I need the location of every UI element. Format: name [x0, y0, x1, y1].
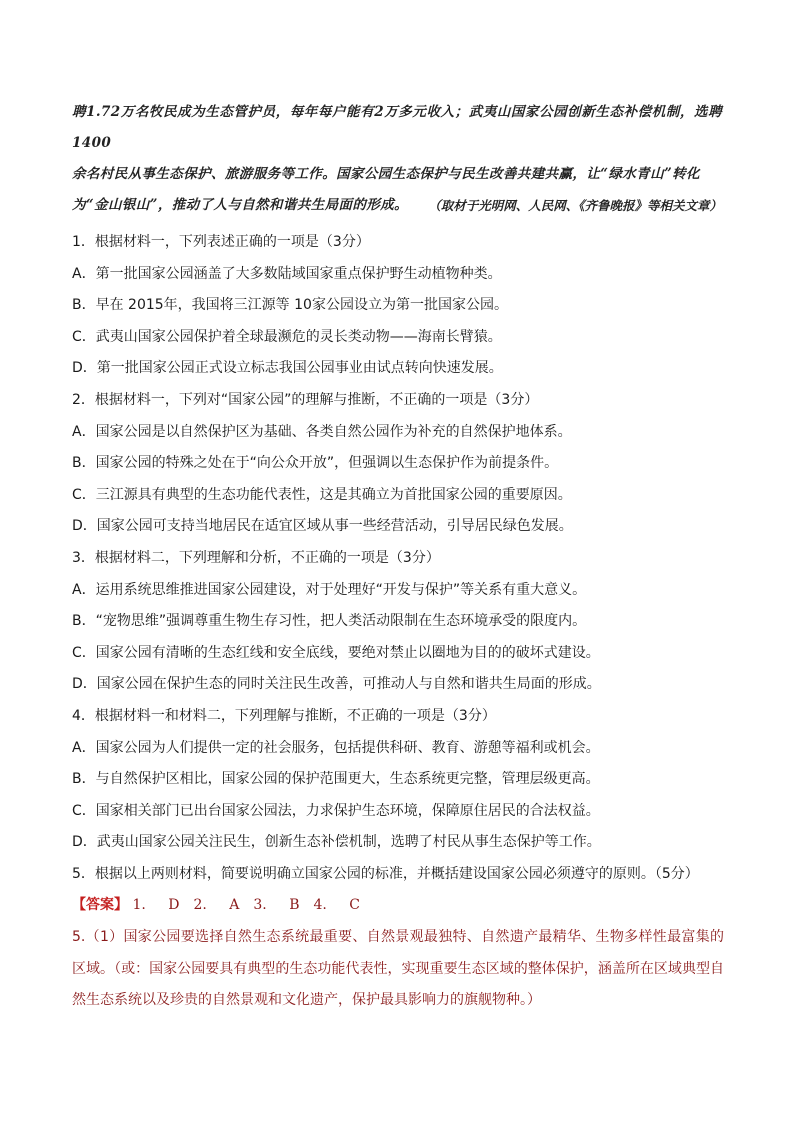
material-line-1: 聘1.72万名牧民成为生态管护员，每年每户能有2万多元收入；武夷山国家公园创新生态补偿机制，选聘1400 [72, 104, 722, 151]
option-b: B．早在 2015年，我国将三江源等 10家公园设立为第一批国家公园。 [72, 297, 508, 314]
question-stem: 3．根据材料二，下列理解和分析，不正确的一项是（3分） [72, 549, 440, 566]
option-d: D．第一批国家公园正式设立标志我国公园事业由试点转向快速发展。 [72, 360, 503, 377]
material-line-3: 为“金山银山”，推动了人与自然和谐共生局面的形成。 [72, 197, 409, 213]
option-d: D．武夷山国家公园关注民生，创新生态补偿机制，选聘了村民从事生态保护等工作。 [72, 834, 601, 851]
answer-keys-row [72, 890, 732, 922]
option-c: C．三江源具有典型的生态功能代表性，这是其确立为首批国家公园的重要原因。 [72, 486, 572, 503]
option-a: A．运用系统思维推进国家公园建设，对于处理好“开发与保护”等关系有重大意义。 [72, 581, 587, 598]
question-3 [72, 543, 732, 701]
material-line-2: 余名村民从事生态保护、旅游服务等工作。国家公园生态保护与民生改善共建共赢，让“绿水青山”转化 [72, 166, 700, 182]
question-1 [72, 227, 732, 385]
option-b: B．“宠物思维”强调尊重生物生存习性，把人类活动限制在生态环境承受的限度内。 [72, 613, 587, 630]
option-d: D．国家公园在保护生态的同时关注民生改善，可推动人与自然和谐共生局面的形成。 [72, 676, 601, 693]
question-stem: 2．根据材料一，下列对“国家公园”的理解与推断，不正确的一项是（3分） [72, 391, 539, 408]
answer-explanation: 5.（1）国家公园要选择自然生态系统最重要、自然景观最独特、自然遗产最精华、生物多样性最富集的区域。（或：国家公园要具有典型的生态功能代表性，实现重要生态区域的整体保护，涵盖所在区域典型自然生态系统以及珍贵的自然景观和文化遗产，保护最具影响力的旗舰物种。） [72, 929, 724, 1009]
question-4 [72, 701, 732, 859]
material-source-citation: （取材于光明网、人民网、《齐鲁晚报》等相关文章） [428, 198, 722, 213]
question-5 [72, 859, 732, 891]
option-a: A．国家公园为人们提供一定的社会服务，包括提供科研、教育、游憩等福利或机会。 [72, 739, 600, 756]
option-b: B．与自然保护区相比，国家公园的保护范围更大，生态系统更完整，管理层级更高。 [72, 771, 600, 788]
questions-section [72, 227, 732, 1017]
question-2 [72, 385, 732, 543]
option-a: A．第一批国家公园涵盖了大多数陆域国家重点保护野生动植物种类。 [72, 265, 502, 282]
option-a: A．国家公园是以自然保护区为基础、各类自然公园作为补充的自然保护地体系。 [72, 423, 572, 440]
question-stem: 4．根据材料一和材料二，下列理解与推断，不正确的一项是（3分） [72, 707, 496, 724]
option-c: C．武夷山国家公园保护着全球最濒危的灵长类动物——海南长臂猿。 [72, 328, 502, 345]
answer-keys: 1. D 2. A 3. B 4. C [132, 897, 361, 914]
question-stem: 5．根据以上两则材料，简要说明确立国家公园的标准，并概括建设国家公园必须遵守的原则。（5分） [72, 865, 699, 882]
option-b: B．国家公园的特殊之处在于“向公众开放”，但强调以生态保护作为前提条件。 [72, 455, 559, 472]
option-c: C．国家相关部门已出台国家公园法，力求保护生态环境，保障原住居民的合法权益。 [72, 802, 600, 819]
option-c: C．国家公园有清晰的生态红线和安全底线，要绝对禁止以圈地为目的的破坏式建设。 [72, 644, 600, 661]
question-stem: 1．根据材料一，下列表述正确的一项是（3分） [72, 234, 370, 250]
answer-tag: 【答案】 [72, 897, 128, 914]
option-d: D．国家公园可支持当地居民在适宜区域从事一些经营活动，引导居民绿色发展。 [72, 518, 573, 535]
